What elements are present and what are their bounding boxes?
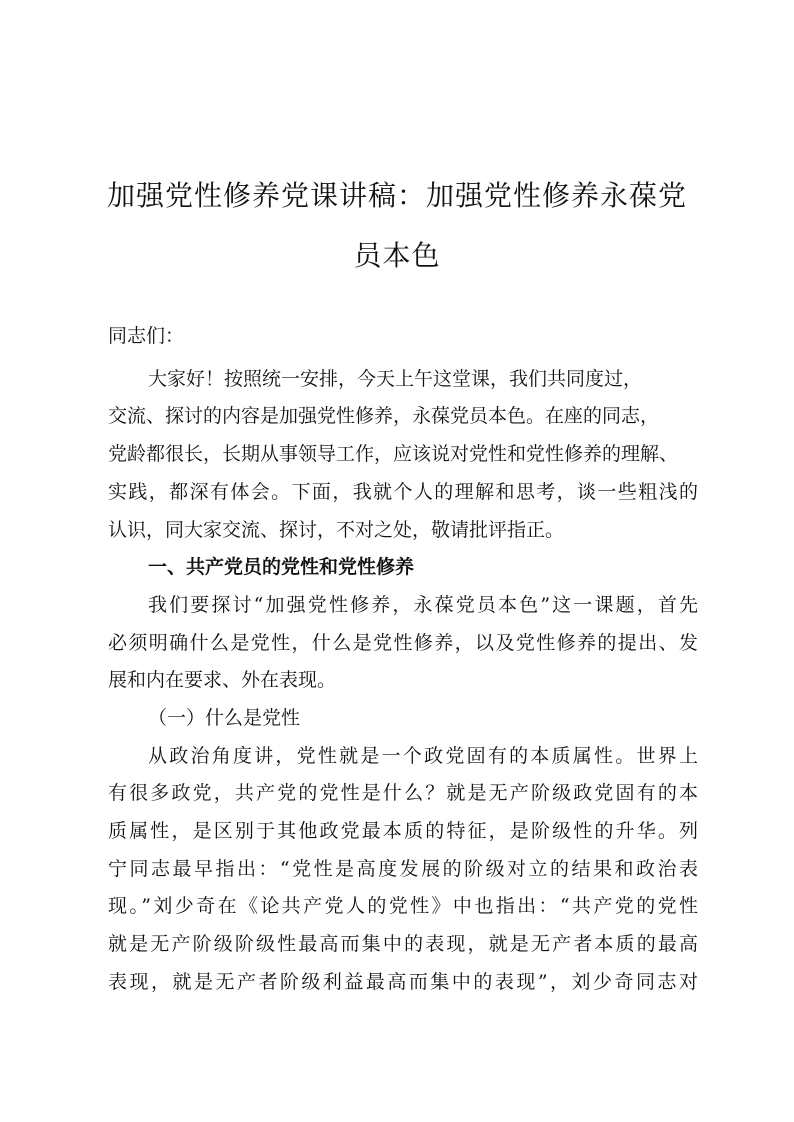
document-title-line-2: 员本色 [353, 239, 441, 272]
subsection-paragraph-line: 从政治角度讲，党性就是一个政党固有的本质属性。世界上 [148, 745, 698, 767]
section-paragraph-line: 我们要探讨“加强党性修养，永葆党员本色”这一课题，首先 [148, 594, 698, 616]
subsection-paragraph-line: 质属性，是区别于其他政党最本质的特征，是阶级性的升华。列 [108, 820, 698, 842]
intro-line: 实践，都深有体会。下面，我就个人的理解和思考，谈一些粗浅的 [108, 481, 698, 503]
section-paragraph-line: 必须明确什么是党性，什么是党性修养，以及党性修养的提出、发 [108, 632, 698, 654]
subsection-paragraph-line: 表现，就是无产者阶级利益最高而集中的表现”，刘少奇同志对 [108, 971, 698, 993]
subsection-paragraph-line: 宁同志最早指出：“党性是高度发展的阶级对立的结果和政治表 [108, 858, 698, 880]
intro-line: 党龄都很长，长期从事领导工作，应该说对党性和党性修养的理解、 [108, 443, 679, 465]
subsection-paragraph-line: 就是无产阶级阶级性最高而集中的表现，就是无产者本质的最高 [108, 933, 698, 955]
section-heading: 一、共产党员的党性和党性修养 [148, 556, 415, 578]
subsection-paragraph-line: 现。”刘少奇在《论共产党人的党性》中也指出：“共产党的党性 [108, 895, 698, 917]
intro-line: 大家好！按照统一安排，今天上午这堂课，我们共同度过， [148, 368, 643, 390]
subsection-heading: （一）什么是党性 [148, 707, 301, 729]
subsection-paragraph-line: 有很多政党，共产党的党性是什么？就是无产阶级政党固有的本 [108, 782, 698, 804]
document-title-line-1: 加强党性修养党课讲稿：加强党性修养永葆党 [106, 179, 687, 212]
intro-line: 认识，同大家交流、探讨，不对之处，敬请批评指正。 [108, 519, 565, 541]
salutation: 同志们： [108, 325, 185, 347]
section-paragraph-line: 展和内在要求、外在表现。 [108, 669, 337, 691]
intro-line: 交流、探讨的内容是加强党性修养，永葆党员本色。在座的同志， [108, 405, 660, 427]
